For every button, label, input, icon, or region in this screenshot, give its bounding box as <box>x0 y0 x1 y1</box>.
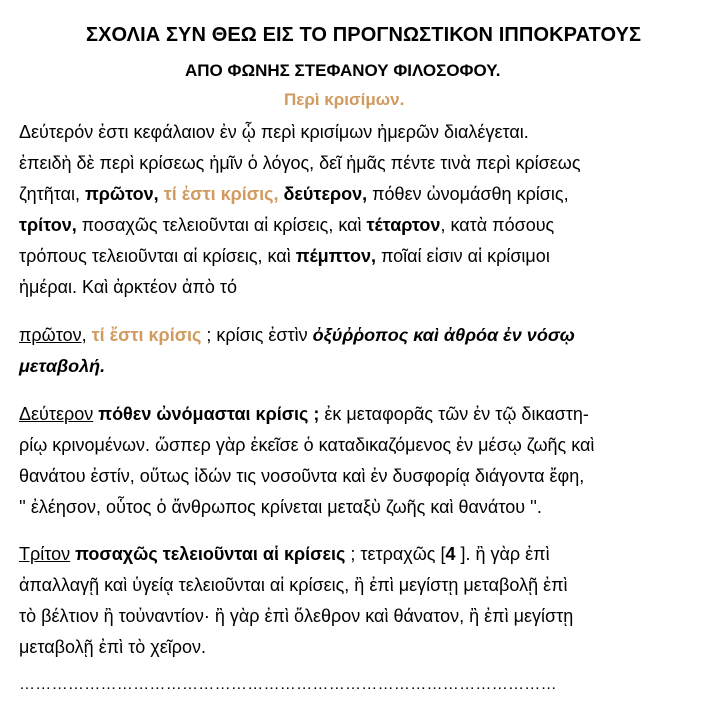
heading-second: Δεύτερον <box>19 404 94 424</box>
text-run: , κατὰ πόσους <box>440 215 555 235</box>
keyword-first: πρῶτον, <box>85 184 159 204</box>
text-line: θανάτου ἐστίν, οὕτως ἰδών τις νοσοῦντα καὶ ἐν δυσφορίᾳ διάγοντα ἔφη, <box>19 466 585 486</box>
document-subtitle: ΑΠΟ ΦΩΝΗΣ ΣΤΕΦΑΝΟΥ ΦΙΛΟΣΟΦΟΥ. <box>185 61 501 80</box>
keyword-fourth: τέταρτον <box>366 215 441 235</box>
text-line <box>19 210 709 241</box>
question-second: πόθεν ὠνόμασται κρίσις ; <box>93 404 320 424</box>
paragraph-intro <box>19 117 709 303</box>
dotted-separator: ……………………………………………………………………………………… <box>19 676 557 693</box>
text-run: ἐκ μεταφορᾶς τῶν ἐν τῷ δικαστη- <box>319 404 589 424</box>
text-line <box>19 241 709 272</box>
text-run: ; τετραχῶς [ <box>345 544 446 564</box>
definition-text: μεταβολή. <box>19 356 106 376</box>
highlight-question-first: τί ἔστι κρίσις <box>86 325 202 345</box>
keyword-second: δεύτερον, <box>278 184 368 204</box>
text-line <box>19 320 709 351</box>
paragraph-second <box>19 399 709 523</box>
text-line: '' ἐλέησον, οὗτος ὁ ἄνθρωπος κρίνεται μεταξὺ ζωῆς καὶ θανάτου ''. <box>19 497 542 517</box>
document-title: ΣΧΟΛΙΑ ΣΥΝ ΘΕΩ ΕΙΣ ΤΟ ΠΡΟΓΝΩΣΤΙΚΟΝ ΙΠΠΟΚΡΑΤΟΥΣ <box>86 24 642 46</box>
text-line <box>19 539 709 570</box>
text-line: ἡμέραι. Καὶ ἀρκτέον ἀπὸ τό <box>19 277 237 297</box>
question-third: ποσαχῶς τελειοῦνται αἱ κρίσεις <box>70 544 346 564</box>
text-run: τρόπους τελειοῦνται αἱ κρίσεις, καὶ <box>19 246 296 266</box>
text-line <box>19 179 709 210</box>
text-line: Δεύτερόν ἐστι κεφάλαιον ἐν ᾧ περὶ κρισίμων ἡμερῶν διαλέγεται. <box>19 122 529 142</box>
text-line: ρίῳ κρινομένων. ὥσπερ γὰρ ἐκεῖσε ὁ καταδικαζόμενος ἐν μέσῳ ζωῆς καὶ <box>19 435 595 455</box>
text-run: πόθεν ὠνομάσθη κρίσις, <box>367 184 569 204</box>
count-number: 4 <box>445 544 456 564</box>
text-run: ]. ἢ γὰρ ἐπὶ <box>455 544 550 564</box>
highlight-question-1: τί ἐστι κρίσις, <box>158 184 279 204</box>
paragraph-third <box>19 539 709 663</box>
text-run: ποσαχῶς τελειοῦνται αἱ κρίσεις, καὶ <box>76 215 367 235</box>
paragraph-first <box>19 320 709 382</box>
text-line: τὸ βέλτιον ἢ τοὐναντίον· ἢ γὰρ ἐπὶ ὄλεθρον καὶ θάνατον, ἢ ἐπὶ μεγίστῃ <box>19 606 574 626</box>
keyword-third: τρίτον, <box>19 215 77 235</box>
keyword-fifth: πέμπτον, <box>295 246 376 266</box>
text-run: ; κρίσις ἐστὶν <box>201 325 313 345</box>
heading-first: πρῶτον, <box>19 325 87 345</box>
text-line: ἐπειδὴ δὲ περὶ κρίσεως ἡμῖν ὁ λόγος, δεῖ ἡμᾶς πέντε τινὰ περὶ κρίσεως <box>19 153 581 173</box>
text-run: ποῖαί εἰσιν αἱ κρίσιμοι <box>375 246 550 266</box>
definition-text: ὀξύῤῥοπος καὶ ἀθρόα ἐν νόσῳ <box>312 325 575 345</box>
section-heading: Περὶ κρισίμων. <box>284 90 405 109</box>
heading-third: Τρίτον <box>19 544 71 564</box>
text-line: μεταβολῇ ἐπὶ τὸ χεῖρον. <box>19 637 206 657</box>
text-line <box>19 399 709 430</box>
text-line: ἀπαλλαγῇ καὶ ὑγείᾳ τελειοῦνται αἱ κρίσεις, ἢ ἐπὶ μεγίστῃ μεταβολῇ ἐπὶ <box>19 575 568 595</box>
text-run: ζητῆται, <box>19 184 86 204</box>
